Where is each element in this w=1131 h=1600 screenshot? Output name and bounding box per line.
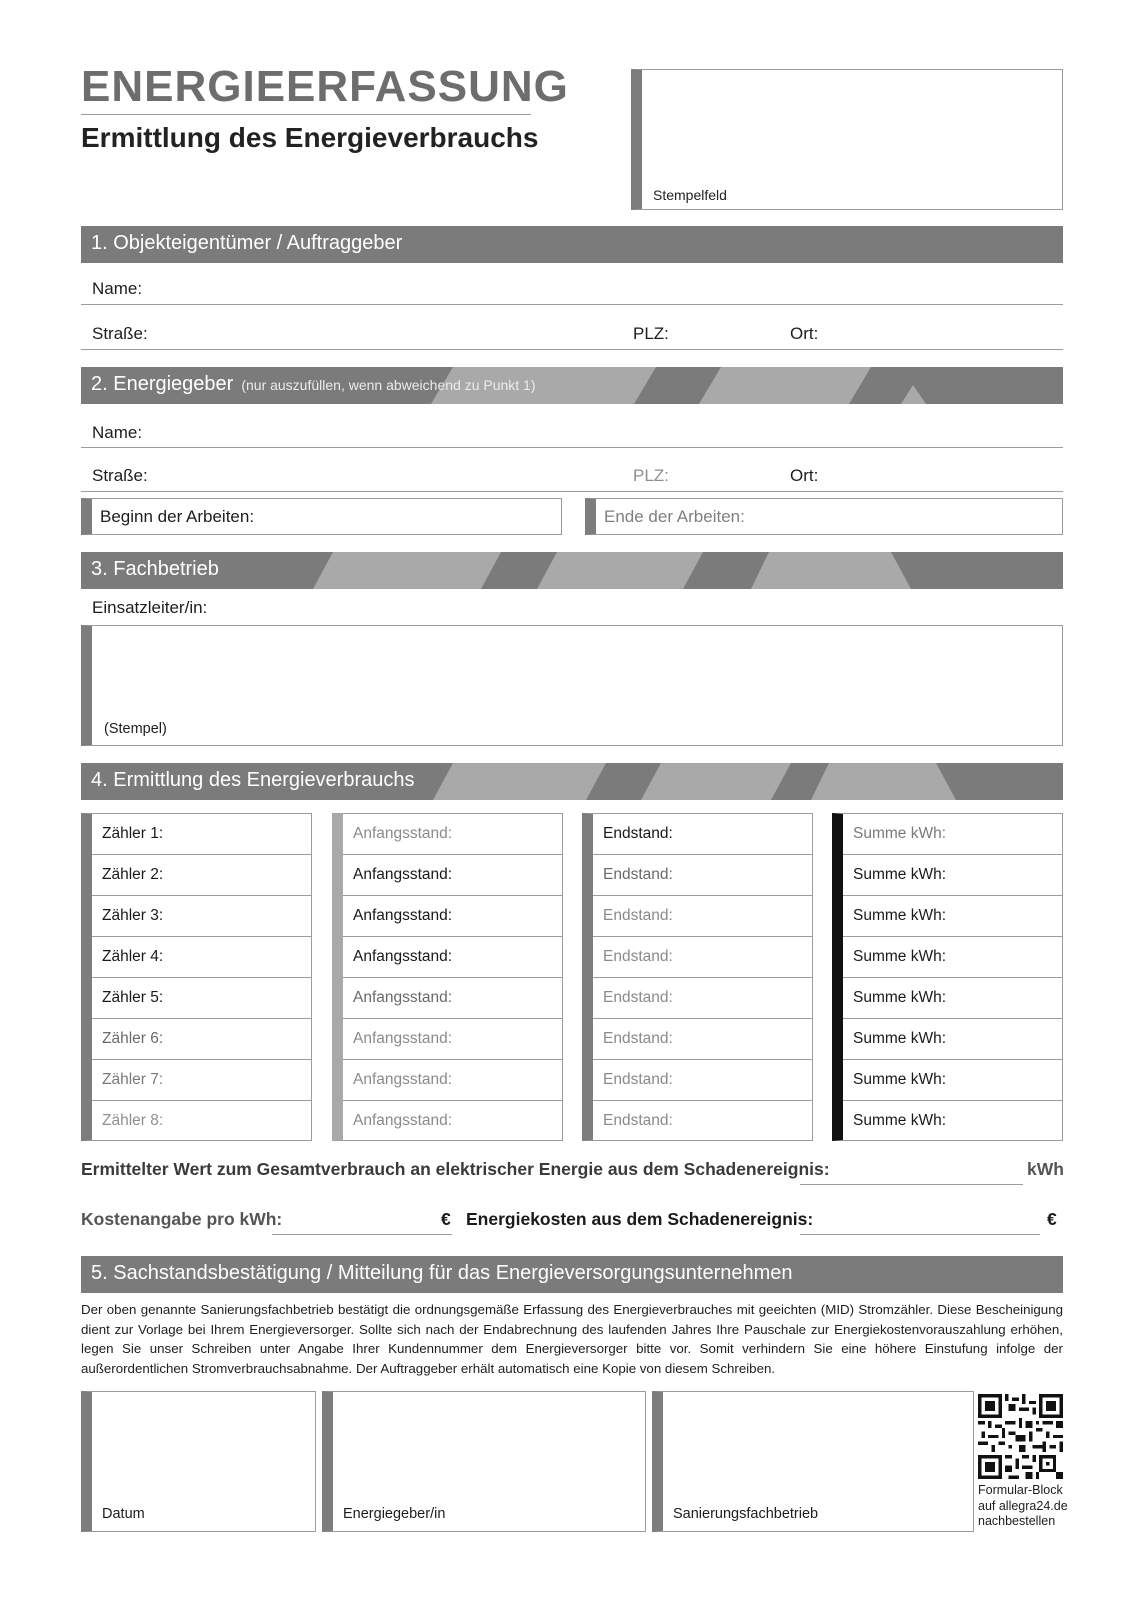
meter-row[interactable] <box>92 1060 312 1101</box>
company-stamp-label: (Stempel) <box>104 721 167 737</box>
site-manager-label: Einsatzleiter/in: <box>92 598 208 617</box>
start-reading-label: Anfangsstand: <box>353 1071 453 1088</box>
energy-cost-label: Energiekosten aus dem Schadenereignis: <box>466 1209 814 1229</box>
section-5-title: 5. Sachstandsbestätigung / Mitteilung für das Energieversorgungsunternehmen <box>91 1262 793 1284</box>
start-reading-label: Anfangsstand: <box>353 907 453 924</box>
owner-name-line[interactable] <box>81 304 1063 305</box>
start-reading-column <box>332 813 563 1141</box>
end-reading-label: Endstand: <box>603 989 673 1006</box>
owner-name-label: Name: <box>92 279 143 298</box>
reorder-caption-line: auf allegra24.de <box>978 1498 1068 1513</box>
sum-label: Summe kWh: <box>853 825 947 842</box>
end-reading-cell[interactable] <box>593 937 813 978</box>
section-3-header <box>81 552 1063 589</box>
end-reading-label: Endstand: <box>603 948 673 965</box>
start-reading-cell[interactable] <box>343 814 563 855</box>
owner-street-label: Straße: <box>92 324 148 343</box>
total-consumption-line[interactable] <box>800 1184 1023 1185</box>
title-divider <box>81 114 531 115</box>
end-reading-cell[interactable] <box>593 1101 813 1142</box>
date-signature-field[interactable] <box>81 1391 316 1532</box>
end-reading-cell[interactable] <box>593 1019 813 1060</box>
end-reading-cell[interactable] <box>593 1060 813 1101</box>
section-2-note: (nur auszufüllen, wenn abweichend zu Punkt 1) <box>241 377 536 393</box>
cost-per-kwh-label: Kostenangabe pro kWh: <box>81 1209 283 1229</box>
energy-giver-signature-field[interactable] <box>322 1391 646 1532</box>
form-subtitle: Ermittlung des Energieverbrauchs <box>81 122 539 153</box>
energy-cost-line[interactable] <box>800 1234 1040 1235</box>
start-reading-label: Anfangsstand: <box>353 825 453 842</box>
start-reading-cell[interactable] <box>343 978 563 1019</box>
start-reading-cell[interactable] <box>343 1019 563 1060</box>
end-reading-cell[interactable] <box>593 855 813 896</box>
end-reading-cell[interactable] <box>593 896 813 937</box>
section-1-title: 1. Objekteigentümer / Auftraggeber <box>91 232 403 254</box>
end-reading-label: Endstand: <box>603 907 673 924</box>
meter-label: Zähler 1: <box>102 825 164 842</box>
confirmation-text: Der oben genannte Sanierungsfachbetrieb bestätigt die ordnungsgemäße Erfassung des Energieverbrauches mit geeichten (MID) Stromzähler. Diese Bescheinigung dient zur Vorlage bei Ihrem Energieversorger. Sollte sich nach der Endabrechnung des laufenden Jahres Ihre Pauschale zur Energiekostenvorauszahlung erhöhen, legen Sie unser Schreiben unter Angabe Ihrer Kundennummer dem Energieversorger bitte vor. Somit verhindern Sie eine höhere Einstufung infolge der außerordentlichen Stromverbrauchsabnahme. Der Auftraggeber erhält automatisch eine Kopie von diesem Schreiben. <box>81 1302 1063 1376</box>
sum-label: Summe kWh: <box>853 866 947 883</box>
start-reading-cell[interactable] <box>343 855 563 896</box>
total-consumption-label: Ermittelter Wert zum Gesamtverbrauch an elektrischer Energie aus dem Schadenereignis: <box>81 1159 830 1179</box>
meter-label: Zähler 3: <box>102 907 164 924</box>
start-reading-label: Anfangsstand: <box>353 948 453 965</box>
section-2-title <box>91 373 536 396</box>
owner-ort-label: Ort: <box>790 324 819 343</box>
sum-cell[interactable] <box>843 937 1063 978</box>
giver-name-label: Name: <box>92 423 143 442</box>
sum-label: Summe kWh: <box>853 1112 947 1129</box>
sum-label: Summe kWh: <box>853 948 947 965</box>
giver-name-line[interactable] <box>81 447 1063 448</box>
section-2-header <box>81 367 1063 404</box>
start-of-work-label: Beginn der Arbeiten: <box>100 507 255 526</box>
section-3-title: 3. Fachbetrieb <box>91 558 219 580</box>
sum-label: Summe kWh: <box>853 1071 947 1088</box>
reorder-caption <box>978 1483 1068 1530</box>
end-reading-column <box>582 813 813 1141</box>
section-1-header <box>81 226 1063 263</box>
sum-cell[interactable] <box>843 1019 1063 1060</box>
giver-ort-label: Ort: <box>790 466 819 485</box>
form-title: ENERGIEERFASSUNG <box>81 62 569 111</box>
section-5-header <box>81 1256 1063 1293</box>
end-reading-label: Endstand: <box>603 1112 673 1129</box>
qr-code-icon[interactable] <box>978 1394 1063 1479</box>
sum-cell[interactable] <box>843 1060 1063 1101</box>
start-reading-cell[interactable] <box>343 1101 563 1142</box>
reorder-caption-line: Formular-Block <box>978 1483 1063 1497</box>
end-reading-cell[interactable] <box>593 814 813 855</box>
meter-label: Zähler 6: <box>102 1030 164 1047</box>
start-reading-cell[interactable] <box>343 896 563 937</box>
company-signature-field[interactable] <box>652 1391 974 1532</box>
sum-cell[interactable] <box>843 896 1063 937</box>
giver-address-line[interactable] <box>81 491 1063 492</box>
meter-label: Zähler 5: <box>102 989 164 1006</box>
end-of-work-field[interactable] <box>585 498 1063 535</box>
sum-cell[interactable] <box>843 978 1063 1019</box>
stamp-field-label: Stempelfeld <box>653 187 727 203</box>
start-reading-cell[interactable] <box>343 937 563 978</box>
meter-row[interactable] <box>92 855 312 896</box>
total-consumption-unit: kWh <box>1027 1159 1064 1179</box>
meter-label: Zähler 2: <box>102 866 164 883</box>
meter-label: Zähler 8: <box>102 1112 164 1129</box>
section-2-title-text: 2. Energiegeber <box>91 373 234 395</box>
owner-plz-label: PLZ: <box>633 324 669 343</box>
end-reading-label: Endstand: <box>603 866 673 883</box>
start-of-work-field[interactable] <box>81 498 562 535</box>
end-of-work-label: Ende der Arbeiten: <box>604 507 745 526</box>
end-reading-label: Endstand: <box>603 1030 673 1047</box>
start-reading-label: Anfangsstand: <box>353 866 453 883</box>
giver-street-label: Straße: <box>92 466 148 485</box>
company-stamp-field[interactable] <box>81 625 1063 746</box>
meter-label: Zähler 7: <box>102 1071 164 1088</box>
meter-row[interactable] <box>92 1019 312 1060</box>
meter-row[interactable] <box>92 937 312 978</box>
meter-row[interactable] <box>92 1101 312 1142</box>
cost-per-kwh-line[interactable] <box>272 1234 452 1235</box>
start-reading-label: Anfangsstand: <box>353 1112 453 1129</box>
section-4-header <box>81 763 1063 800</box>
sum-label: Summe kWh: <box>853 907 947 924</box>
reorder-caption-line: nachbestellen <box>978 1514 1056 1528</box>
energy-giver-label: Energiegeber/in <box>343 1506 446 1522</box>
sum-label: Summe kWh: <box>853 1030 947 1047</box>
sum-column <box>832 813 1063 1141</box>
sum-cell[interactable] <box>843 814 1063 855</box>
start-reading-label: Anfangsstand: <box>353 1030 453 1047</box>
start-reading-cell[interactable] <box>343 1060 563 1101</box>
cost-per-kwh-unit: € <box>441 1209 451 1229</box>
sum-label: Summe kWh: <box>853 989 947 1006</box>
owner-address-line[interactable] <box>81 349 1063 350</box>
end-reading-cell[interactable] <box>593 978 813 1019</box>
meter-column <box>81 813 312 1141</box>
meter-row[interactable] <box>92 896 312 937</box>
section-4-title: 4. Ermittlung des Energieverbrauchs <box>91 769 415 791</box>
date-label: Datum <box>102 1506 145 1522</box>
sum-cell[interactable] <box>843 1101 1063 1142</box>
company-label: Sanierungsfachbetrieb <box>673 1506 819 1522</box>
meter-label: Zähler 4: <box>102 948 164 965</box>
meter-row[interactable] <box>92 978 312 1019</box>
giver-plz-label: PLZ: <box>633 466 669 485</box>
meter-row[interactable] <box>92 814 312 855</box>
section-3-stripes <box>81 552 1063 589</box>
sum-cell[interactable] <box>843 855 1063 896</box>
end-reading-label: Endstand: <box>603 1071 673 1088</box>
end-reading-label: Endstand: <box>603 825 673 842</box>
stamp-field[interactable] <box>631 69 1063 210</box>
start-reading-label: Anfangsstand: <box>353 989 453 1006</box>
energy-cost-unit: € <box>1047 1209 1057 1229</box>
